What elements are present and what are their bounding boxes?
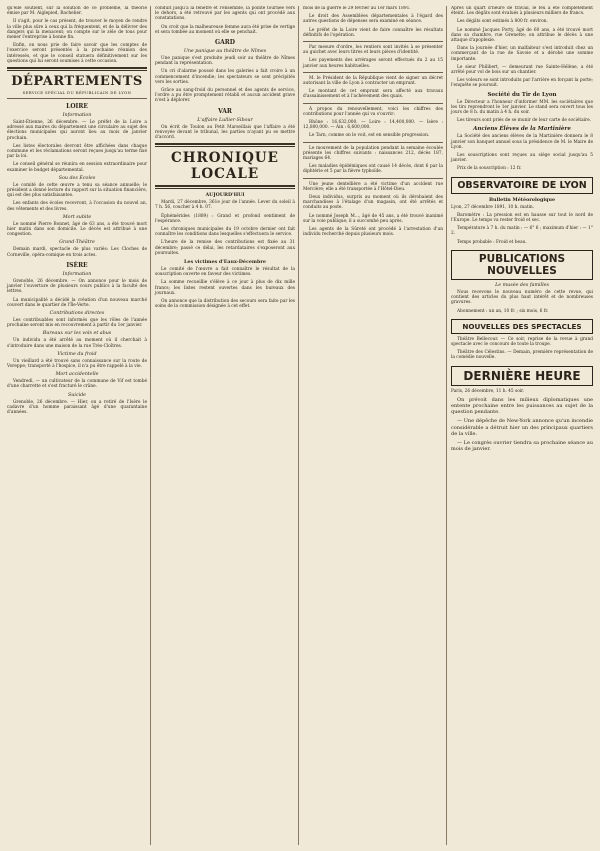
loire-heading: LOIRE — [66, 103, 88, 111]
column-2: conduit jusqu'à la fenêtre et l'ensemble, la pointe tournée vers le dehors, a été retrouvé par les agents qui ont procédé aux constatations. On croit que la malheureuse femme aura été prise de vertige et sera tombée au moment où elle se penchait. GARD Une panique au théâtre de Nîmes Une panique s'est produite jeudi soir au théâtre de Nîmes pendant la représentation. Un cri d'alarme poussé dans les galeries a fait croire à un commencement d'incendie; les spectateurs se sont précipités vers les sorties. Grâce au sang-froid du personnel et des agents de service, l'ordre a pu être promptement rétabli et aucun accident grave n'est à déplorer. VAR L'affaire Lullier-Sibour On écrit de Toulon au Petit Marseillais que l'affaire a été renvoyée devant le tribunal, les parties n'ayant pu se mettre d'accord. CHRONIQUE LOCALE AUJOURD'HUI Mardi, 27 décembre, 361e jour de l'année. Lever du soleil à 7 h. 56, coucher à 4 h. 07. Éphémérides (1889) : Grand et profond sentiment de l'espérance. Les chroniques municipales du 19 octobre dernier ont fait connaître les conditions dans lesquelles s'effectuera le service. L'heure de la remise des contributions est fixée au 31 décembre; passé ce délai, les retardataires s'exposeront aux poursuites. Les victimes d'Eaux-Décembre Le comité de l'œuvre a fait connaître le résultat de la souscription ouverte en faveur des victimes. La somme recueillie s'élève à ce jour à plus de dix mille francs; les listes restent ouvertes dans les bureaux des journaux. On annonce que la distribution des secours sera faite par les soins de la commission désignée à cet effet. — [155, 6, 295, 310]
departements-heading: DÉPARTEMENTS — [11, 74, 143, 90]
separator — [303, 142, 443, 143]
column-rule — [298, 6, 299, 845]
column-rule — [150, 6, 151, 845]
isere-sub3: Bureaux sur les vols et abus — [42, 331, 112, 337]
loire-sub4: Grand-Théâtre — [59, 240, 95, 246]
isere-subhead: Information — [62, 271, 92, 277]
column-4: Après un quart d'heure de travail, le feu a été complètement éteint. Les dégâts sont évalués à plusieurs milliers de francs. Les dégâts sont estimés à 800 fr. environ. Le nommé Jacques Porty, âgé de 60 ans, a été trouvé mort dans sa chambre, rue Grenette; on attribue le décès à une attaque d'apoplexie. Dans la journée d'hier, un malfaiteur s'est introduit chez un commerçant de la rue de Savoie et a dérobé une somme importante. Le sieur Philibert, — demeurant rue Sainte-Hélène, a été arrêté pour vol de bois sur un chantier. Les voleurs se sont introduits par l'arrière en forçant la porte; l'enquête se poursuit. Société du Tir de Lyon Le Directeur a l'honneur d'informer MM. les sociétaires que les tirs reprendront le 1er janvier. Le stand sera ouvert tous les jours de 8 h. du matin à 4 h. du soir. Les tireurs sont priés de se munir de leur carte de sociétaire. Anciens Élèves de la Martinière La Société des anciens élèves de la Martinière donnera le 8 janvier son banquet annuel sous la présidence de M. le Maire de Lyon. Les souscriptions sont reçues au siège social jusqu'au 5 janvier. Prix de la souscription : 12 fr. OBSERVATOIRE DE LYON Bulletin Météorologique Lyon, 27 décembre 1891, 10 h. matin. Baromètre : La pression est en hausse sur tout le nord de l'Europe. Le temps va rester froid et sec. Température à 7 h. du matin : — 6° 6 ; maximum d'hier : — 1° 2. Temps probable : Froid et beau. PUBLICATIONS NOUVELLES Le musée des familles Nous recevons le nouveau numéro de cette revue, qui contient des articles du plus haut intérêt et de nombreuses gravures. Abonnement : un an, 10 fr. ; six mois, 6 fr. NOUVELLES DES SPECTACLES Théâtre Bellecour. — Ce soir, reprise de la revue à grand spectacle avec le concours de toute la troupe. Théâtre des Célestins. — Demain, première représentation de la comédie nouvelle. DERNIÈRE HEURE Paris, 26 décembre, 11 h. 45 soir. On prévoit dans les milieux diplomatiques une entente prochaine entre les puissances au sujet de la question pendante. — Une dépêche de New-York annonce qu'un incendie considérable a détruit hier un des principaux quartiers de la ville. — Le congrès ouvrier tiendra sa prochaine séance au mois de janvier. — [451, 6, 593, 453]
column-1: qu'elle soutient, sur la solution de ce problème, la théorie émise par M. Aiglepied, Bachelier. Il s'agit, pour le cas présent, de trouver le moyen de rendre la ville plus sûre à ceux qui la fréquentent, et de la délivrer des dangers qui la menacent; on compte sur le zèle de tous pour mener l'entreprise à bonne fin. Enfin, on nous prie de faire savoir que les comptes de l'exercice seront présentés à la prochaine réunion des intéressés, et que le conseil statuera définitivement sur les questions qui lui seront soumises à cette occasion. DÉPARTEMENTS SERVICE SPÉCIAL DU RÉPUBLICAIN DE LYON LOIRE Information Saint-Étienne, 26 décembre. — Le préfet de la Loire a adressé aux maires du département une circulaire au sujet des élections municipales qui auront lieu au mois de janvier prochain. Les listes électorales devront être affichées dans chaque commune et les réclamations seront reçues jusqu'au terme fixé par la loi. Le conseil général se réunira en session extraordinaire pour examiner le budget départemental. Sou des Écoles Le comité de cette œuvre a tenu sa séance annuelle; le président a donné lecture du rapport sur la situation financière, qui est des plus satisfaisantes. Les enfants des écoles recevront, à l'occasion du nouvel an, des vêtements et des livres. Mort subite Le nommé Pierre Bonnet, âgé de 63 ans, a été trouvé mort hier matin dans son domicile. Le décès est attribué à une congestion. Grand-Théâtre Demain mardi, spectacle de plus variés: Les Cloches de Corneville, opéra-comique en trois actes. ISÈRE Information Grenoble, 26 décembre. — On annonce pour le mois de janvier l'ouverture de plusieurs cours publics à la faculté des lettres. La municipalité a décidé la création d'un nouveau marché couvert dans le quartier de l'Île-Verte. Contributions directes Les contribuables sont informés que les rôles de l'année prochaine seront mis en recouvrement à partir du 1er janvier. Bureaux sur les vols et abus Un individu a été arrêté au moment où il cherchait à s'introduire dans une maison de la rue Très-Cloîtres. Victime du froid Un vieillard a été trouvé sans connaissance sur la route de Voreppe; transporté à l'hospice, il n'a pu être rappelé à la vie. Mort accidentelle Vendredi, — un cultivateur de la commune de Vif est tombé d'une charrette et s'est fracturé le crâne. Suicide Grenoble, 26 décembre. — Hier, on a retiré de l'Isère le cadavre d'un homme paraissant âgé d'une quarantaine d'années. — [7, 6, 147, 415]
separator — [303, 72, 443, 73]
isere-sub4: Victime du froid — [57, 351, 97, 357]
societe-tir-heading: Société du Tir de Lyon — [487, 91, 557, 98]
gard-heading: GARD — [215, 39, 235, 47]
victimes-subhead: Les victimes d'Eaux-Décembre — [184, 259, 266, 266]
aujourdhui-label: AUJOURD'HUI — [205, 192, 245, 199]
martiniere-heading: Anciens Élèves de la Martinière — [473, 126, 571, 133]
bulletin-date: Lyon, 27 décembre 1891, 10 h. matin. — [451, 204, 535, 210]
var-subhead: L'affaire Lullier-Sibour — [197, 117, 253, 123]
separator — [303, 103, 443, 104]
isere-sub5: Mort accidentelle — [55, 372, 99, 378]
isere-heading: ISÈRE — [66, 261, 88, 269]
column-rule — [446, 6, 447, 845]
col1-intro: qu'elle soutient, sur la solution de ce problème, la théorie émise par M. Aiglepied, Bachelier. Il s'agit, pour le cas présent, de trouver le moyen de rendre la ville plus sûre à ceux qui la fréquentent, et de la délivrer des dangers qui la menacent; on compte sur le zèle de tous pour mener l'entreprise à bonne fin. Enfin, on nous prie de faire savoir que les comptes de l'exercice seront présentés à la prochaine réunion des intéressés, et que le conseil statuera définitivement sur les questions qui lui seront soumises à cette occasion. — [7, 6, 147, 64]
separator — [7, 98, 147, 99]
separator — [155, 185, 295, 189]
departements-subtitle: SERVICE SPÉCIAL DU RÉPUBLICAIN DE LYON — [22, 90, 132, 96]
observatoire-heading: OBSERVATOIRE DE LYON — [451, 177, 593, 194]
column-3: mois de la guerre le 29 février au 1er mars 1891. Le droit des Assemblées départementales à l'égard des autres questions de dépenses sera examiné en séance. Le préfet de la Loire vient de faire connaître les résultats définitifs de l'opération. Par mesure d'ordre, les rentiers sont invités à se présenter au guichet avec leurs titres et leurs pièces d'identité. Les payements des arrérages seront effectués du 2 au 15 janvier aux heures habituelles. M. le Président de la République vient de signer un décret autorisant la ville de Lyon à contracter un emprunt. Le montant de cet emprunt sera affecté aux travaux d'assainissement et à l'achèvement des quais. À propos du renouvellement, voici les chiffres des contributions pour l'année qui va s'ouvrir: Rhône : 16,632,000. — Loire : 14,400,000. — Isère : 12,800,000. — Ain : 6,600,000. Le Tarn, comme on le voit, est en sensible progression. Le mouvement de la population pendant la semaine écoulée présente les chiffres suivants : naissances 212, décès 187, mariages 64. Les maladies épidémiques ont causé 14 décès, dont 6 par la diphtérie et 5 par la fièvre typhoïde. Une jeune dentellière a été victime d'un accident rue Mercière; elle a été transportée à l'Hôtel-Dieu. Deux individus, surpris au moment où ils dérobaient des marchandises à l'étalage d'un magasin, ont été arrêtés et conduits au poste. Le nommé Joseph M…, âgé de 45 ans, a été trouvé inanimé sur la voie publique; il a succombé peu après. Les agents de la Sûreté ont procédé à l'arrestation d'un individu recherché depuis plusieurs mois. — [303, 6, 443, 238]
derniere-heure-heading: DERNIÈRE HEURE — [451, 366, 593, 386]
separator — [303, 178, 443, 179]
spectacles-heading: NOUVELLES DES SPECTACLES — [451, 319, 593, 334]
loire-sub3: Mort subite — [62, 214, 92, 220]
separator — [7, 67, 147, 71]
isere-sub2: Contributions directes — [49, 310, 105, 316]
var-heading: VAR — [218, 107, 232, 115]
loire-sub2: Sou des Écoles — [58, 175, 96, 181]
separator — [155, 143, 295, 147]
separator — [303, 41, 443, 42]
publications-heading: PUBLICATIONS NOUVELLES — [451, 250, 593, 280]
gard-subhead: Une panique au théâtre de Nîmes — [183, 49, 267, 55]
chronique-locale-heading: CHRONIQUE LOCALE — [171, 150, 279, 183]
isere-sub6: Suicide — [67, 392, 87, 398]
bulletin-subhead: Bulletin Météorologique — [488, 196, 556, 203]
date-line: Mardi, 27 décembre, 361e jour de l'année. Lever du soleil à 7 h. 56, coucher à 4 h. 07. — [155, 200, 295, 211]
musee-subhead: Le musée des familles — [495, 282, 549, 288]
loire-subhead: Information — [62, 113, 92, 119]
